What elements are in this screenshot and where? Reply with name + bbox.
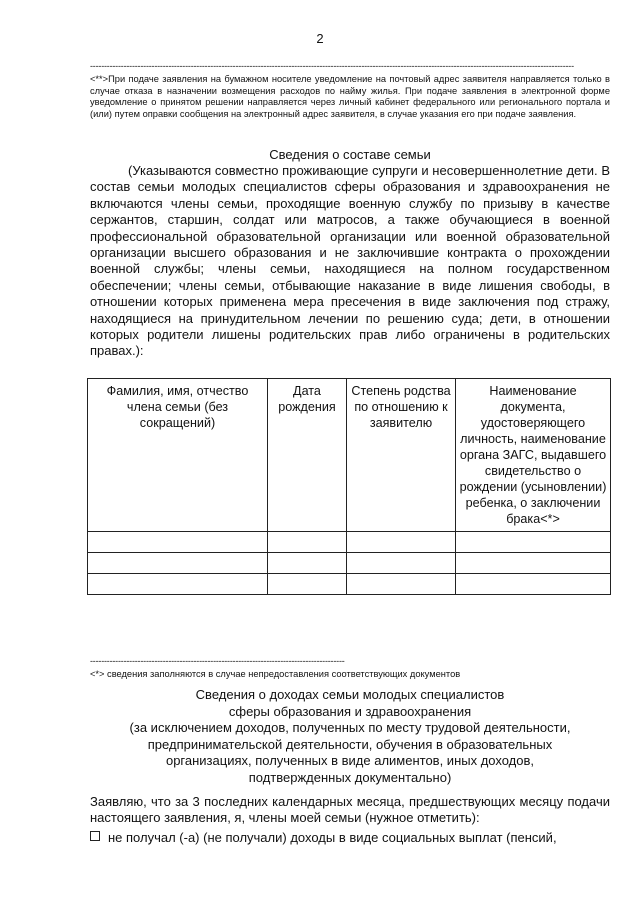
table-row	[88, 532, 611, 553]
table-row	[88, 553, 611, 574]
footnote-separator: -----------------------------------------------------------------------------------------------------------------------------------------------------------------------------	[90, 62, 574, 71]
table-cell[interactable]	[88, 553, 268, 574]
table-cell[interactable]	[347, 574, 456, 595]
income-statement: Заявляю, что за 3 последних календарных месяца, предшествующих месяцу подачи настоящего заявления, я, члены моей семьи (нужное отметить):	[90, 794, 610, 826]
footnote-star: <*> сведения заполняются в случае непредоставления соответствующих документов	[90, 669, 461, 679]
footnote-separator-short: -------------------------------------------------------------------------------------------	[90, 657, 345, 666]
header-birth-date: Дата рождения	[268, 379, 347, 532]
income-option-1	[90, 830, 610, 846]
table-cell[interactable]	[456, 574, 611, 595]
table-row	[88, 574, 611, 595]
family-section-instruction: (Указываются совместно проживающие супруги и несовершеннолетние дети. В состав семьи молодых специалистов сферы образования и здравоохранения не включаются члены семьи, проходящие военную службу по призыву в качестве сержантов, старшин, солдат или матросов, а также обучающиеся в военной профессиональной образовательной организации или военной образовательной организации высшего образования и не заключившие контракта о прохождении военной службы; члены семьи, находящиеся на полном государственном обеспечении; члены семьи, отбывающие наказание в виде лишения свободы, в отношении которых применена мера пресечения в виде заключения под стражу, находящиеся на принудительном лечении по решению суда; дети, в отношении которых родители лишены родительских прав либо ограничены в родительских правах.):	[90, 163, 610, 359]
income-heading-line: подтвержденных документально)	[248, 769, 452, 785]
footnote-double-star: <**>При подаче заявления на бумажном носителе уведомление на почтовый адрес заявителя направляется только в случае отказа в назначении возмещения расходов по найму жилья. При подаче заявления в электронной форме уведомление о принятом решении направляется через личный кабинет федерального или регионального портала и (или) путем оправки сообщения на электронный адрес заявителя, в случае указания его при подаче заявления.	[90, 74, 610, 119]
income-heading-line: (за исключением доходов, полученных по месту трудовой деятельности,	[129, 720, 571, 735]
table-cell[interactable]	[347, 553, 456, 574]
table-cell[interactable]	[268, 532, 347, 553]
checkbox-no-social-payments[interactable]	[90, 831, 100, 841]
header-document: Наименование документа, удостоверяющего личность, наименование органа ЗАГС, выдавшего свидетельство о рождении (усыновлении) ребенка, о заключении брака<*>	[456, 379, 611, 532]
family-section-heading: Сведения о составе семьи	[269, 147, 431, 162]
income-heading-line: сферы образования и здравоохранения	[228, 703, 472, 719]
table-cell[interactable]	[268, 553, 347, 574]
family-members-table	[87, 378, 611, 595]
header-relationship: Степень родства по отношению к заявителю	[347, 379, 456, 532]
table-cell[interactable]	[88, 532, 268, 553]
page-number: 2	[316, 31, 324, 46]
income-heading-line: организациях, полученных в виде алиментов, иных доходов,	[165, 753, 535, 768]
income-option-1-label: не получал (-а) (не получали) доходы в виде социальных выплат (пенсий,	[108, 830, 557, 845]
income-heading-line: Сведения о доходах семьи молодых специалистов	[195, 687, 505, 702]
table-cell[interactable]	[456, 532, 611, 553]
table-header-row	[88, 379, 611, 532]
table-cell[interactable]	[88, 574, 268, 595]
header-full-name: Фамилия, имя, отчество члена семьи (без сокращений)	[88, 379, 268, 532]
income-section-heading	[90, 687, 610, 786]
table-cell[interactable]	[456, 553, 611, 574]
table-cell[interactable]	[268, 574, 347, 595]
table-cell[interactable]	[347, 532, 456, 553]
income-heading-line: предпринимательской деятельности, обучения в образовательных	[147, 736, 553, 752]
